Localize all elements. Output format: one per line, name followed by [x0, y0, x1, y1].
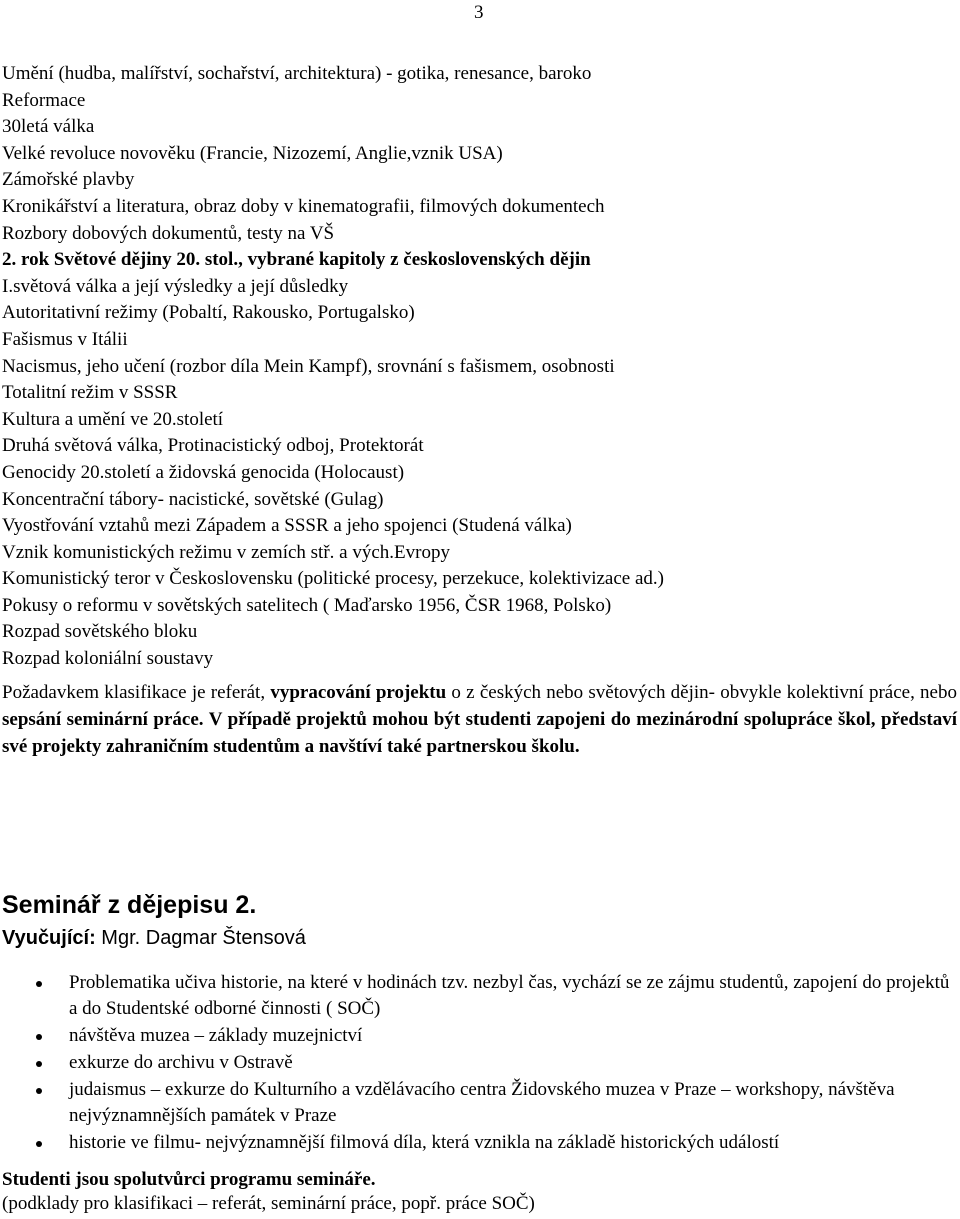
- topic-line: Rozbory dobových dokumentů, testy na VŠ: [2, 222, 335, 244]
- topic-line: Koncentrační tábory- nacistické, sovětské (Gulag): [2, 488, 384, 510]
- list-item-text: judaismus – exkurze do Kulturního a vzdělávacího centra Židovského muzea v Praze – workshopy, návštěva nejvýznamnějších památek v Praze: [69, 1079, 895, 1126]
- bullet-icon: [36, 1034, 42, 1040]
- topic-line: Rozpad sovětského bloku: [2, 621, 198, 643]
- topic-line: Pokusy o reformu v sovětských satelitech ( Maďarsko 1956, ČSR 1968, Polsko): [2, 594, 612, 616]
- topic-line: I.světová válka a její výsledky a její důsledky: [2, 275, 349, 297]
- bullet-icon: [36, 1088, 42, 1094]
- teacher-line: [2, 927, 306, 950]
- topic-line: Nacismus, jeho učení (rozbor díla Mein Kampf), srovnání s fašismem, osobnosti: [2, 355, 615, 377]
- footer-note: (podklady pro klasifikaci – referát, seminární práce, popř. práce SOČ): [2, 1193, 535, 1214]
- paragraph-bold: vypracování projektu: [270, 682, 447, 703]
- topic-line: Vznik komunistických režimu v zemích stř. a vých.Evropy: [2, 541, 450, 563]
- section-title: Seminář z dějepisu 2.: [2, 891, 257, 919]
- topic-line: Kultura a umění ve 20.století: [2, 408, 224, 430]
- list-item-text: exkurze do archivu v Ostravě: [69, 1052, 293, 1073]
- list-item-text: Problematika učiva historie, na které v hodinách tzv. nezbyl čas, vychází se ze zájmu studentů, zapojení do projektů a do Studentské odborné činnosti ( SOČ): [69, 972, 950, 1019]
- bullet-icon: [36, 981, 42, 987]
- list-item: [0, 1023, 958, 1049]
- topic-line: Autoritativní režimy (Pobaltí, Rakousko, Portugalsko): [2, 302, 415, 324]
- topic-line: Totalitní režim v SSSR: [2, 382, 178, 404]
- classification-paragraph: [2, 679, 957, 760]
- list-item: [0, 1130, 958, 1156]
- topic-line: Fašismus v Itálii: [2, 328, 128, 350]
- year-heading: 2. rok Světové dějiny 20. stol., vybrané kapitoly z československých dějin: [2, 249, 591, 271]
- topic-list: [2, 61, 952, 673]
- topic-line: Kronikářství a literatura, obraz doby v kinematografii, filmových dokumentech: [2, 195, 605, 217]
- bullet-icon: [36, 1141, 42, 1147]
- topic-line: Reformace: [2, 89, 86, 111]
- paragraph-text: Požadavkem klasifikace je referát,: [2, 682, 271, 703]
- topic-line: Vyostřování vztahů mezi Západem a SSSR a jeho spojenci (Studená válka): [2, 515, 572, 537]
- footer-bold: Studenti jsou spolutvůrci programu semináře.: [2, 1169, 376, 1190]
- page-number: 3: [474, 2, 484, 23]
- topic-line: Rozpad koloniální soustavy: [2, 648, 214, 670]
- topic-line: Umění (hudba, malířství, sochařství, architektura) - gotika, renesance, baroko: [2, 63, 592, 84]
- teacher-name: Mgr. Dagmar Štensová: [95, 927, 306, 949]
- topic-line: Komunistický teror v Československu (politické procesy, perzekuce, kolektivizace ad.): [2, 568, 664, 590]
- bullet-icon: [36, 1061, 42, 1067]
- seminar-bullet-list: [0, 970, 958, 1157]
- list-item: [0, 1050, 958, 1076]
- list-item: [0, 970, 958, 1022]
- topic-line: 30letá válka: [2, 116, 95, 138]
- list-item: [0, 1077, 958, 1129]
- topic-line: Genocidy 20.století a židovská genocida (Holocaust): [2, 461, 405, 483]
- teacher-label: Vyučující:: [2, 927, 96, 949]
- list-item-text: návštěva muzea – základy muzejnictví: [69, 1025, 363, 1046]
- topic-line: Velké revoluce novověku (Francie, Nizozemí, Anglie,vznik USA): [2, 142, 503, 164]
- topic-line: Druhá světová válka, Protinacistický odboj, Protektorát: [2, 435, 424, 457]
- list-item-text: historie ve filmu- nejvýznamnější filmová díla, která vznikla na základě historických událostí: [69, 1132, 780, 1153]
- topic-line: Zámořské plavby: [2, 169, 135, 191]
- paragraph-text: o z českých nebo světových dějin- obvykle kolektivní práce, nebo: [446, 682, 957, 703]
- paragraph-bold: sepsání seminární práce. V případě projektů mohou být studenti zapojeni do mezinárodní spolupráce škol, představí své projekty zahraničním studentům a navštíví také partnerskou školu.: [2, 709, 957, 757]
